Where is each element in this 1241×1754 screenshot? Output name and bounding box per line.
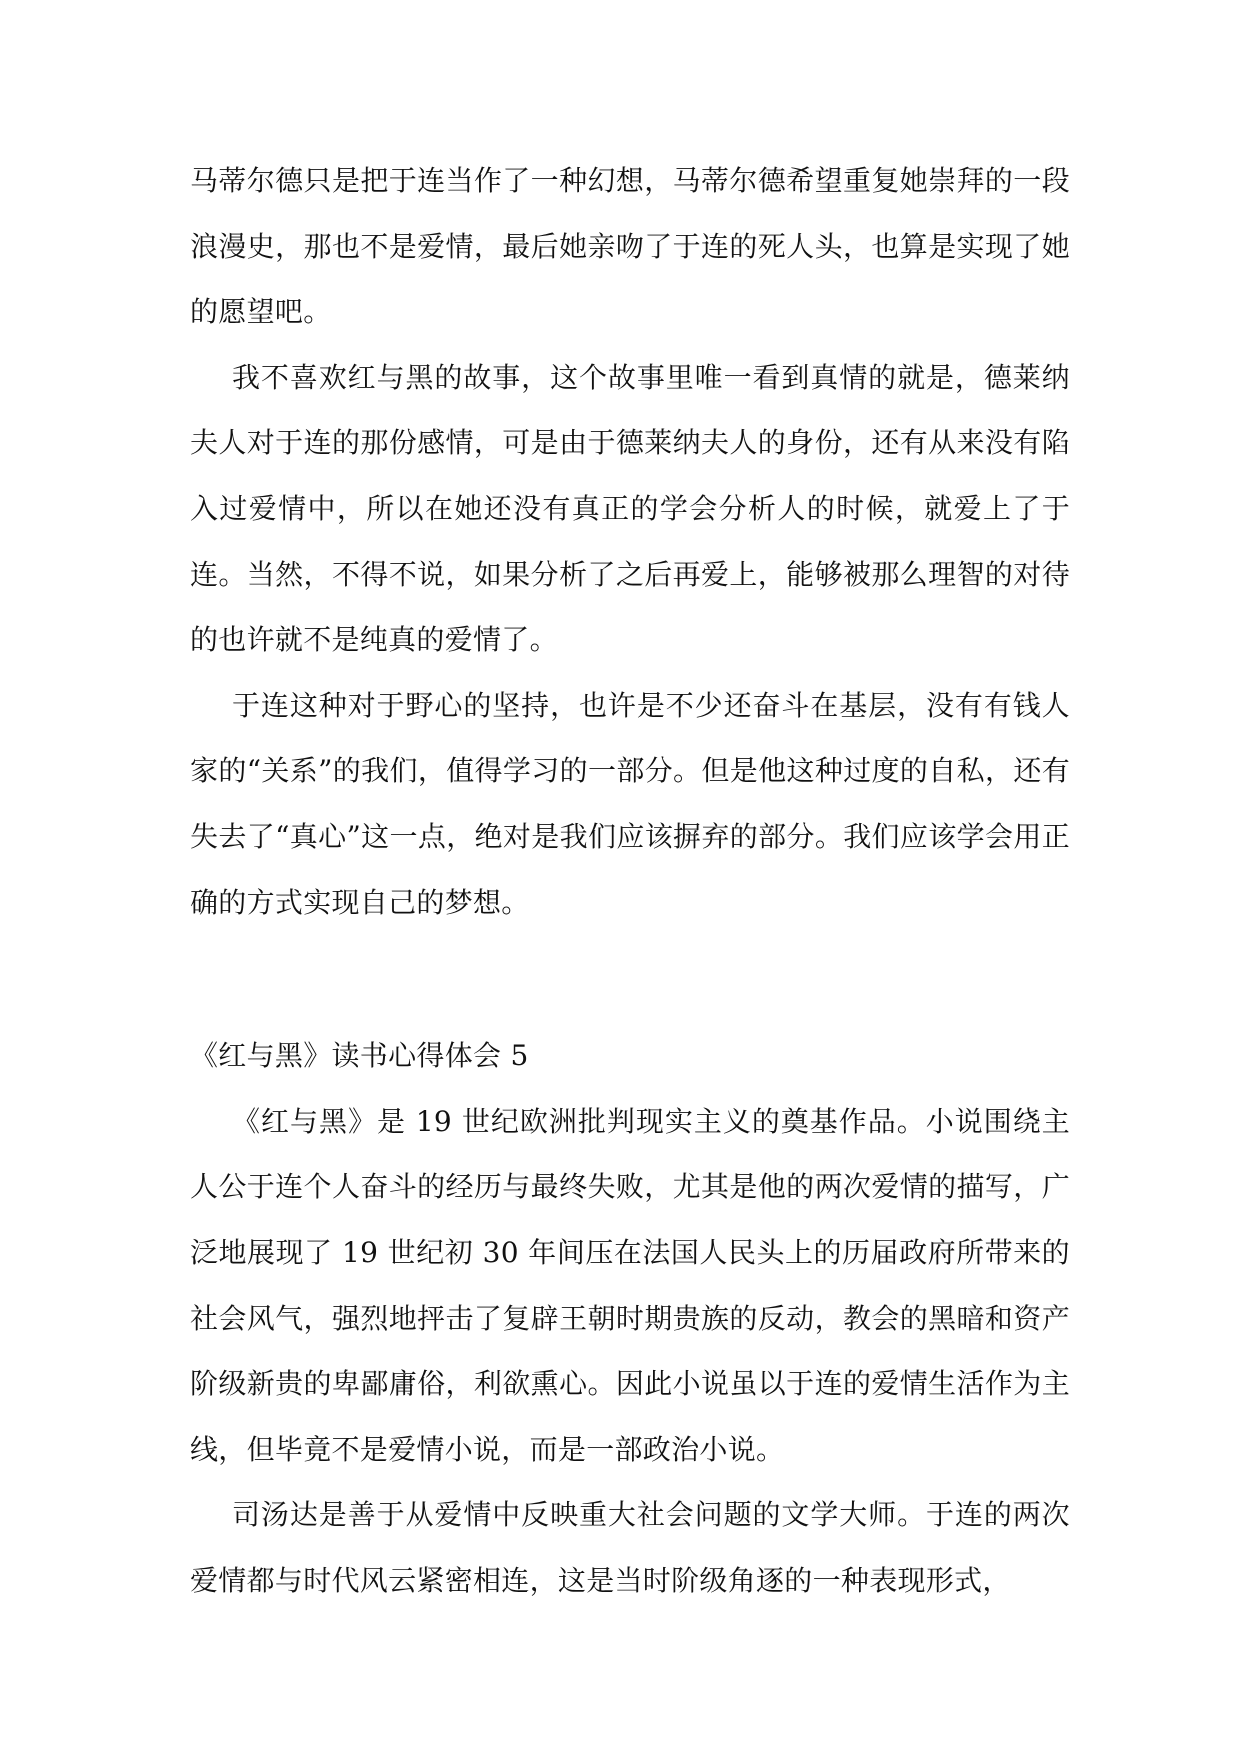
paragraph-mathilde: 马蒂尔德只是把于连当作了一种幻想，马蒂尔德希望重复她崇拜的一段浪漫史，那也不是爱情，最后她亲吻了于连的死人头，也算是实现了她的愿望吧。 xyxy=(190,164,1070,329)
section-title: 《红与黑》读书心得体会 5 xyxy=(190,1039,529,1073)
paragraph-renal: 我不喜欢红与黑的故事，这个故事里唯一看到真情的就是，德莱纳夫人对于连的那份感情，可是由于德莱纳夫人的身份，还有从来没有陷入过爱情中，所以在她还没有真正的学会分析人的时候，就爱上了于连。当然，不得不说，如果分析了之后再爱上，能够被那么理智的对待的也许就不是纯真的爱情了。 xyxy=(190,360,1070,657)
paragraph-ambition: 于连这种对于野心的坚持，也许是不少还奋斗在基层，没有有钱人家的“关系”的我们，值得学习的一部分。但是他这种过度的自私，还有失去了“真心”这一点，绝对是我们应该摒弃的部分。我们应该学会用正确的方式实现自己的梦想。 xyxy=(190,688,1070,919)
section-gap xyxy=(190,935,1070,1023)
paragraph-overview: 《红与黑》是 19 世纪欧洲批判现实主义的奠基作品。小说围绕主人公于连个人奋斗的经历与最终失败，尤其是他的两次爱情的描写，广泛地展现了 19 世纪初 30 年间压在法国人民头上的历届政府所带来的社会风气，强烈地抨击了复辟王朝时期贵族的反动，教会的黑暗和资产阶级新贵的卑鄙庸俗，利欲熏心。因此小说虽以于连的爱情生活作为主线，但毕竟不是爱情小说，而是一部政治小说。 xyxy=(190,1104,1070,1466)
paragraph-stendhal: 司汤达是善于从爱情中反映重大社会问题的文学大师。于连的两次爱情都与时代风云紧密相连，这是当时阶级角逐的一种表现形式， xyxy=(190,1498,1070,1597)
document-body xyxy=(190,148,1070,1613)
